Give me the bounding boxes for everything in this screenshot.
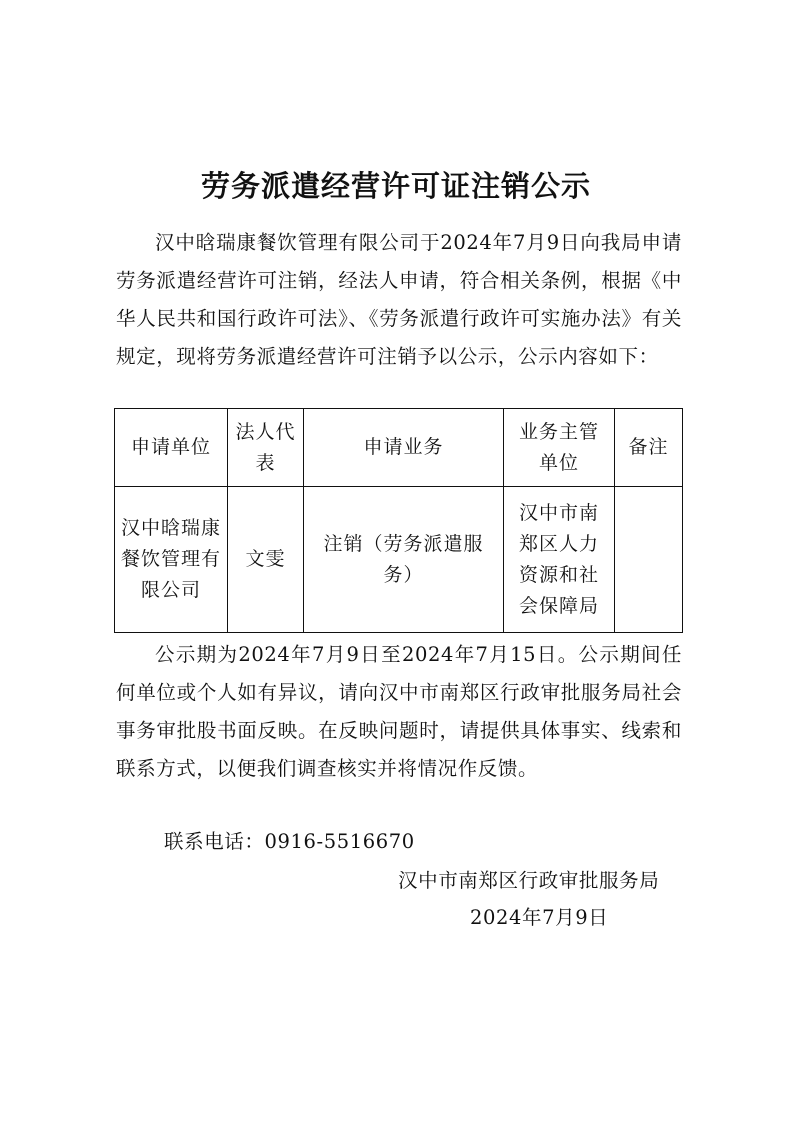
signature-org: 汉中市南郑区行政审批服务局 xyxy=(398,869,660,892)
header-authority: 业务主管单位 xyxy=(504,409,615,487)
table-header-row xyxy=(115,409,683,487)
cell-legal-rep: 文雯 xyxy=(228,487,304,633)
header-legal-rep: 法人代表 xyxy=(228,409,304,487)
document-title: 劳务派遣经营许可证注销公示 xyxy=(200,169,591,203)
cell-authority: 汉中市南郑区人力资源和社会保障局 xyxy=(504,487,615,633)
intro-paragraph: 汉中晗瑞康餐饮管理有限公司于2024年7月9日向我局申请劳务派遣经营许可注销，经法人申请，符合相关条例，根据《中华人民共和国行政许可法》、《劳务派遣行政许可实施办法》有关规定，现将劳务派遣经营许可注销予以公示，公示内容如下： xyxy=(116,231,682,368)
header-business: 申请业务 xyxy=(304,409,504,487)
contact-phone: 联系电话：0916-5516670 xyxy=(164,830,415,853)
signature-date: 2024年7月9日 xyxy=(470,906,609,929)
cell-applicant-unit: 汉中晗瑞康餐饮管理有限公司 xyxy=(115,487,228,633)
cell-remark xyxy=(615,487,683,633)
header-remark: 备注 xyxy=(615,409,683,487)
cell-business: 注销（劳务派遣服务） xyxy=(304,487,504,633)
header-applicant-unit: 申请单位 xyxy=(115,409,228,487)
license-table xyxy=(114,408,683,633)
table-row xyxy=(115,487,683,633)
notice-paragraph: 公示期为2024年7月9日至2024年7月15日。公示期间任何单位或个人如有异议，请向汉中市南郑区行政审批服务局社会事务审批股书面反映。在反映问题时，请提供具体事实、线索和联系方式，以便我们调查核实并将情况作反馈。 xyxy=(116,643,682,780)
